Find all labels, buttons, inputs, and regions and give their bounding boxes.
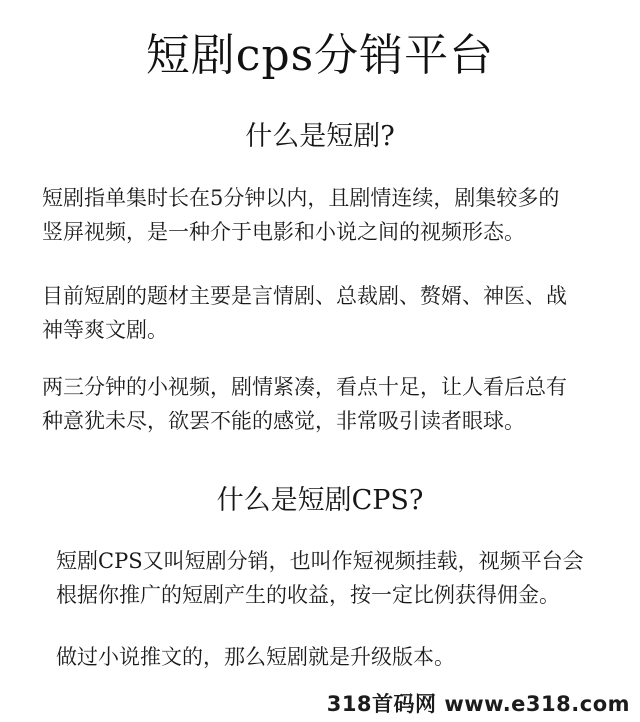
paragraph-genres: [42, 279, 567, 347]
paragraph-line: 竖屏视频，是一种介于电影和小说之间的视频形态。: [42, 220, 525, 244]
paragraph-line: 两三分钟的小视频，剧情紧凑，看点十足，让人看后总有: [42, 375, 567, 399]
paragraph-line: 种意犹未尽，欲罢不能的感觉，非常吸引读者眼球。: [42, 409, 525, 433]
paragraph-line: 根据你推广的短剧产生的收益，按一定比例获得佣金。: [56, 583, 560, 607]
page-title: 短剧cps分销平台: [145, 30, 495, 81]
paragraph-definition: [42, 181, 559, 249]
paragraph-cps-definition: [56, 544, 584, 612]
paragraph-line: 短剧CPS又叫短剧分销，也叫作短视频挂载，视频平台会: [56, 549, 584, 573]
paragraph-appeal: [42, 370, 567, 438]
paragraph-line: 神等爽文剧。: [42, 318, 168, 342]
section-heading-what-is-cps: 什么是短剧CPS?: [216, 485, 424, 516]
paragraph-line: 短剧指单集时长在5分钟以内，且剧情连续，剧集较多的: [42, 186, 560, 210]
site-watermark: 318首码网 www.e318.com: [326, 692, 630, 716]
section-heading-what-is-short-drama: 什么是短剧?: [245, 121, 395, 152]
paragraph-line: 做过小说推文的，那么短剧就是升级版本。: [56, 645, 455, 669]
paragraph-line: 目前短剧的题材主要是言情剧、总裁剧、赘婿、神医、战: [42, 284, 567, 308]
paragraph-upgrade: [56, 640, 455, 674]
